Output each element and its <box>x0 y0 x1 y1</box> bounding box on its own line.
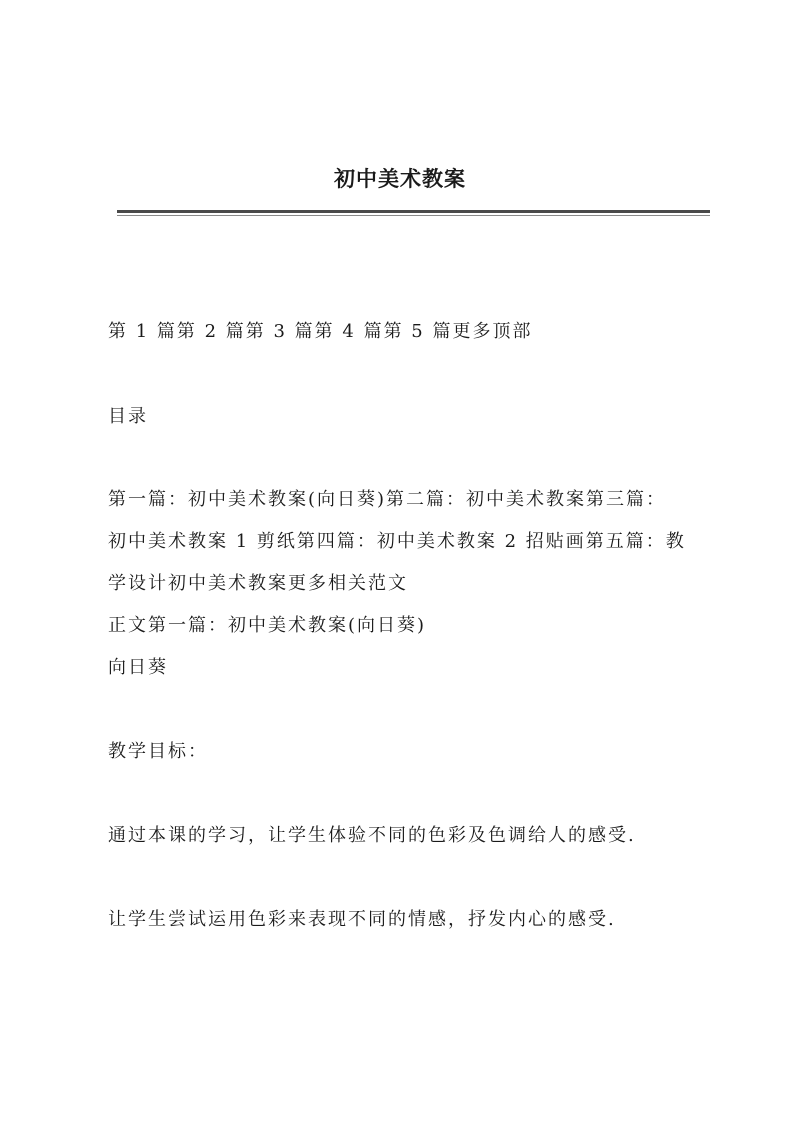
nav-links[interactable]: 第 1 篇第 2 篇第 3 篇第 4 篇第 5 篇更多顶部 <box>108 321 533 342</box>
document-title: 初中美术教案 <box>334 166 466 191</box>
title-divider <box>117 210 710 213</box>
objectives-heading: 教学目标： <box>108 741 208 762</box>
toc-line-2[interactable]: 初中美术教案 1 剪纸第四篇：初中美术教案 2 招贴画第五篇：教 <box>108 531 686 552</box>
lesson-title: 向日葵 <box>108 657 168 678</box>
toc-heading: 目录 <box>108 406 148 427</box>
objective-1: 通过本课的学习，让学生体验不同的色彩及色调给人的感受. <box>108 825 636 846</box>
toc-line-1[interactable]: 第一篇：初中美术教案(向日葵)第二篇：初中美术教案第三篇： <box>108 489 667 510</box>
toc-line-3[interactable]: 学设计初中美术教案更多相关范文 <box>108 573 408 594</box>
title-divider-thin <box>117 215 710 216</box>
objective-2: 让学生尝试运用色彩来表现不同的情感，抒发内心的感受. <box>108 909 616 930</box>
body-heading: 正文第一篇：初中美术教案(向日葵) <box>108 615 427 636</box>
